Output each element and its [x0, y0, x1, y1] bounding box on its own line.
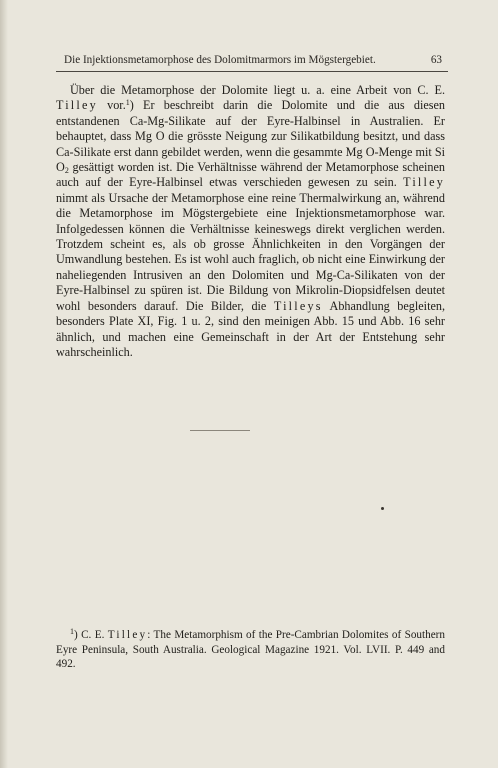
- section-separator: [190, 430, 250, 431]
- footnote: $^1$) C. E. Tilley: The Metamorphism of the Pre-Cambrian Dolomites of Southern Eyre Peninsula, South Australia. Geological Magazine 1921. Vol. LVII. P. 449 and 492.: [56, 627, 445, 671]
- author-name: Tilleys: [273, 298, 323, 313]
- author-name: Tilley: [403, 175, 445, 190]
- running-head: [64, 54, 442, 66]
- footnote-reference: 1: [125, 98, 130, 108]
- running-head-title: Die Injektionsmetamorphose des Dolomitmarmors im Mögstergebiet.: [64, 54, 376, 66]
- subscript: 2: [64, 166, 69, 176]
- ink-speck: [381, 507, 384, 510]
- footnote-mark: 1: [70, 627, 74, 636]
- header-rule: [56, 71, 448, 72]
- author-name: Tilley: [107, 629, 148, 641]
- page-number: 63: [430, 54, 442, 66]
- author-name: Tilley: [56, 98, 98, 113]
- body-paragraph: Über die Metamorphose der Dolomite liegt u. a. eine Arbeit von C. E. Tilley vor.$^1$) Er beschreibt darin die Dolomite und die aus diesen entstandenen Ca-Mg-Silikate auf der Eyre-Halbinsel in Australien. Er behauptet, dass Mg O die grösste Neigung zur Silikatbildung besitzt, und dass Ca-Silikate erst dann gebildet werden, wenn die gesammte Mg O-Menge mit Si $O_2$ gesättigt worden ist. Die Verhältnisse während der Metamorphose scheinen auch auf der Eyre-Halbinsel etwas verschieden gewesen zu sein. Tilley nimmt als Ursache der Metamorphose eine reine Thermalwirkung an, während die Metamorphose im Mögstergebiete eine Injektionsmetamorphose war. Infolgedessen können die Verhältnisse keineswegs direkt verglichen werden. Trotzdem scheint es, als ob grosse Ähnlichkeiten in den Vorgängen der Umwandlung bestehen. Es ist wohl auch fraglich, ob nicht eine Einwirkung der naheliegenden Intrusiven an den Dolomiten und Mg-Ca-Silikaten von der Eyre-Halbinsel zu spüren ist. Die Bildung von Mikrolin-Diopsidfelsen deutet wohl besonders darauf. Die Bilder, die Tilleys Abhandlung begleiten, besonders Plate XI, Fig. 1 u. 2, sind den meinigen Abb. 15 und Abb. 16 sehr ähnlich, und machen eine Gemeinschaft in der Art der Entstehung sehr wahrscheinlich.: [56, 83, 446, 359]
